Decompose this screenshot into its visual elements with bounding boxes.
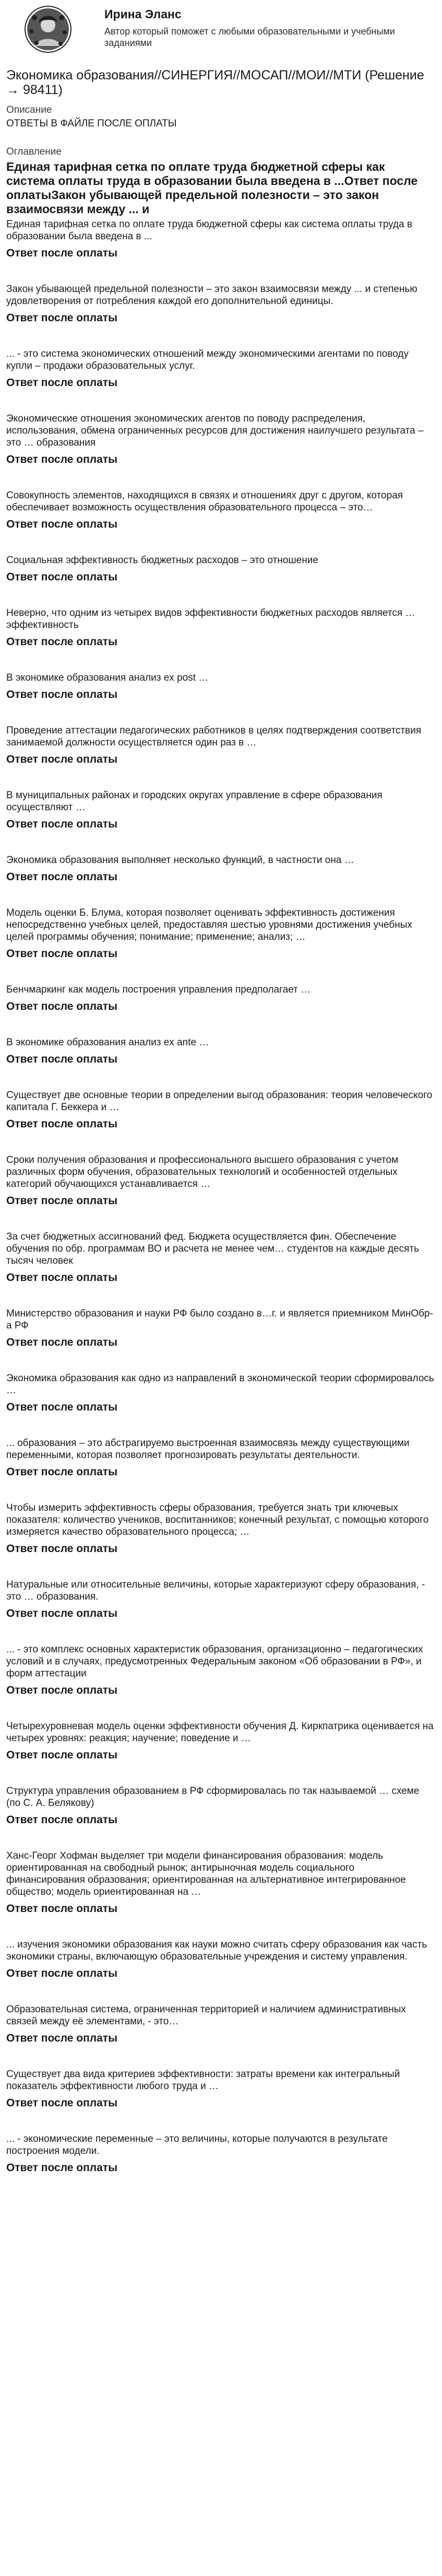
question-item <box>6 854 436 884</box>
question-text: ... изучения экономики образования как науки можно считать сферу образования как часть экономики страны, включающую образовательные учреждения и систему управления. <box>6 1939 427 1962</box>
question-text: В экономике образования анализ ex ante … <box>6 1037 209 1048</box>
question-item <box>6 1308 436 1349</box>
question-text: ... - это комплекс основных характеристик образования, организационно – педагогических условий и в случаях, предусмотренных Федеральным законом «Об образовании в РФ», и форм аттестации <box>6 1644 423 1679</box>
description-label: Описание <box>6 104 52 115</box>
question-item <box>6 1036 436 1066</box>
question-item <box>6 283 436 325</box>
question-item <box>6 725 436 766</box>
question-item <box>6 1939 436 1980</box>
answer-after-payment: Ответ после оплаты <box>6 636 118 648</box>
question-text: Неверно, что одним из четырех видов эффективности бюджетных расходов является … эффективность <box>6 608 415 631</box>
question-text: Структура управления образованием в РФ сформировалась по так называемой … схеме (по С. А. Белякову) <box>6 1786 420 1809</box>
question-item <box>6 489 436 531</box>
question-text: ... - экономические переменные – это величины, которые получаются в результате построения модели. <box>6 2134 388 2157</box>
question-text: Проведение аттестации педагогических работников в целях подтверждения соответствия занимаемой должности осуществляется один раз в … <box>6 725 422 748</box>
question-item <box>6 672 436 702</box>
answer-after-payment: Ответ после оплаты <box>6 312 118 324</box>
description-value: ОТВЕТЫ В ФАЙЛЕ ПОСЛЕ ОПЛАТЫ <box>6 118 177 129</box>
author-info <box>90 4 428 49</box>
question-item <box>6 907 436 961</box>
answer-after-payment: Ответ после оплаты <box>6 2032 118 2044</box>
question-text: В муниципальных районах и городских округах управление в сфере образования осуществляют … <box>6 790 383 813</box>
question-text: Образовательная система, ограниченная территорией и наличием административных связей между её элементами, - это… <box>6 2004 406 2027</box>
question-text: Социальная эффективность бюджетных расходов – это отношение <box>6 555 318 566</box>
answer-after-payment: Ответ после оплаты <box>6 1903 118 1915</box>
question-item <box>6 2068 436 2110</box>
toc-heading: Единая тарифная сетка по оплате труда бюджетной сферы как система оплаты труда в образовании была введена в ...Ответ после оплатыЗакон убывающей предельной полезности – это закон взаимосвязи между ... и <box>6 160 418 216</box>
question-list <box>6 218 436 2175</box>
answer-after-payment: Ответ после оплаты <box>6 571 118 583</box>
answer-after-payment: Ответ после оплаты <box>6 1749 118 1761</box>
question-text: В экономике образования анализ ex post … <box>6 672 209 683</box>
question-item <box>6 789 436 831</box>
answer-after-payment: Ответ после оплаты <box>6 1336 118 1348</box>
question-item <box>6 554 436 584</box>
answer-after-payment: Ответ после оплаты <box>6 1543 118 1555</box>
question-item <box>6 1437 436 1479</box>
question-item <box>6 607 436 649</box>
question-item <box>6 348 436 390</box>
toc-label: Оглавление <box>6 146 62 157</box>
answer-after-payment: Ответ после оплаты <box>6 1967 118 1979</box>
question-text: За счет бюджетных ассигнований фед. Бюджета осуществляется фин. Обеспечение обучения по обр. программам ВО и расчета не менее чем… студентов на каждые десять тысяч человек <box>6 1231 419 1266</box>
question-item <box>6 1850 436 1916</box>
answer-after-payment: Ответ после оплаты <box>6 2097 118 2109</box>
question-item <box>6 1089 436 1131</box>
question-text: Сроки получения образования и профессионального высшего образования с учетом различных форм обучения, образовательных технологий и особенностей отдельных категорий обучающихся устанавливается … <box>6 1155 399 1190</box>
question-item <box>6 1502 436 1556</box>
answer-after-payment: Ответ после оплаты <box>6 689 118 701</box>
answer-after-payment: Ответ после оплаты <box>6 453 118 465</box>
question-text: Министерство образования и науки РФ было создано в…г. и является приемником МинОбр-а РФ <box>6 1308 433 1331</box>
answer-after-payment: Ответ после оплаты <box>6 1053 118 1065</box>
answer-after-payment: Ответ после оплаты <box>6 818 118 830</box>
author-card <box>6 0 436 62</box>
answer-after-payment: Ответ после оплаты <box>6 247 118 259</box>
question-item <box>6 984 436 1013</box>
question-text: Закон убывающей предельной полезности – это закон взаимосвязи между ... и степенью удовлетворения от потребления каждой его дополнительной единицы. <box>6 284 417 307</box>
question-text: Существует две основные теории в определении выгод образования: теория человеческого капитала Г. Беккера и … <box>6 1090 433 1113</box>
page-title: Экономика образования//СИНЕРГИЯ//МОСАП//МОИ//МТИ (Решение → 98411) <box>6 68 424 97</box>
question-item <box>6 1372 436 1414</box>
answer-after-payment: Ответ после оплаты <box>6 948 118 960</box>
question-text: Единая тарифная сетка по оплате труда бюджетной сферы как система оплаты труда в образовании была введена в ... <box>6 219 413 242</box>
question-item <box>6 1154 436 1208</box>
answer-after-payment: Ответ после оплаты <box>6 753 118 765</box>
question-text: Экономика образования выполняет несколько функций, в частности она … <box>6 855 354 866</box>
answer-after-payment: Ответ после оплаты <box>6 1684 118 1696</box>
answer-after-payment: Ответ после оплаты <box>6 1814 118 1826</box>
question-item <box>6 1785 436 1827</box>
question-item <box>6 2003 436 2045</box>
answer-after-payment: Ответ после оплаты <box>6 1607 118 1619</box>
answer-after-payment: Ответ после оплаты <box>6 1000 118 1012</box>
answer-after-payment: Ответ после оплаты <box>6 1195 118 1207</box>
question-text: Существует два вида критериев эффективности: затраты времени как интегральный показатель эффективности любого труда и … <box>6 2069 400 2092</box>
question-item <box>6 218 436 260</box>
question-item <box>6 1579 436 1621</box>
author-name[interactable]: Ирина Эланс <box>104 7 182 21</box>
question-item <box>6 1720 436 1762</box>
answer-after-payment: Ответ после оплаты <box>6 2162 118 2174</box>
question-text: Модель оценки Б. Блума, которая позволяет оценивать эффективность достижения непосредственно учебных целей, предоставляя шестью уровнями достижения учебных целей программы обучения; понимание; применение; анализ; … <box>6 907 412 942</box>
answer-after-payment: Ответ после оплаты <box>6 1401 118 1413</box>
question-text: Натуральные или относительные величины, которые характеризуют сферу образования, - это … образования. <box>6 1579 425 1602</box>
avatar[interactable] <box>6 4 90 54</box>
answer-after-payment: Ответ после оплаты <box>6 1466 118 1478</box>
question-item <box>6 1231 436 1285</box>
question-item <box>6 1643 436 1697</box>
question-text: Бенчмаркинг как модель построения управления предполагает … <box>6 984 311 995</box>
question-text: Экономические отношения экономических агентов по поводу распределения, использования, обмена ограниченных ресурсов для достижения наилучшего результата – это … образования <box>6 413 424 448</box>
question-item <box>6 413 436 467</box>
question-item <box>6 2133 436 2175</box>
question-text: ... - это система экономических отношений между экономическими агентами по поводу купли – продажи образовательных услуг. <box>6 348 409 371</box>
avatar-image <box>24 5 72 53</box>
question-text: Четырехуровневая модель оценки эффективности обучения Д. Киркпатрика оценивается на четырех уровнях: реакция; научение; поведение и … <box>6 1721 434 1744</box>
question-text: Ханс-Георг Хофман выделяет три модели финансирования образования: модель ориентированная на свободный рынок; антирыночная модель социального финансирования образования; ориентированная на альтернативное интегрированное общество; модель ориентированная на … <box>6 1850 406 1897</box>
answer-after-payment: Ответ после оплаты <box>6 377 118 389</box>
question-text: Совокупность элементов, находящихся в связях и отношениях друг с другом, которая обеспечивает возможность осуществления образовательного процесса – это… <box>6 490 403 513</box>
answer-after-payment: Ответ после оплаты <box>6 518 118 530</box>
author-description: Автор который поможет с любыми образовательными и учебными заданиями <box>104 26 395 48</box>
answer-after-payment: Ответ после оплаты <box>6 871 118 883</box>
answer-after-payment: Ответ после оплаты <box>6 1272 118 1284</box>
answer-after-payment: Ответ после оплаты <box>6 1118 118 1130</box>
question-text: Экономика образования как одно из направлений в экономической теории сформировалось … <box>6 1373 434 1396</box>
question-text: Чтобы измерить эффективность сферы образования, требуется знать три ключевых показателя: количество учеников, воспитанников; конечный результат, с помощью которого измеряется качество образовательного процесса; … <box>6 1502 429 1537</box>
question-text: ... образования – это абстрагируемо выстроенная взаимосвязь между существующими переменными, которая позволяет прогнозировать результаты деятельности. <box>6 1438 410 1461</box>
